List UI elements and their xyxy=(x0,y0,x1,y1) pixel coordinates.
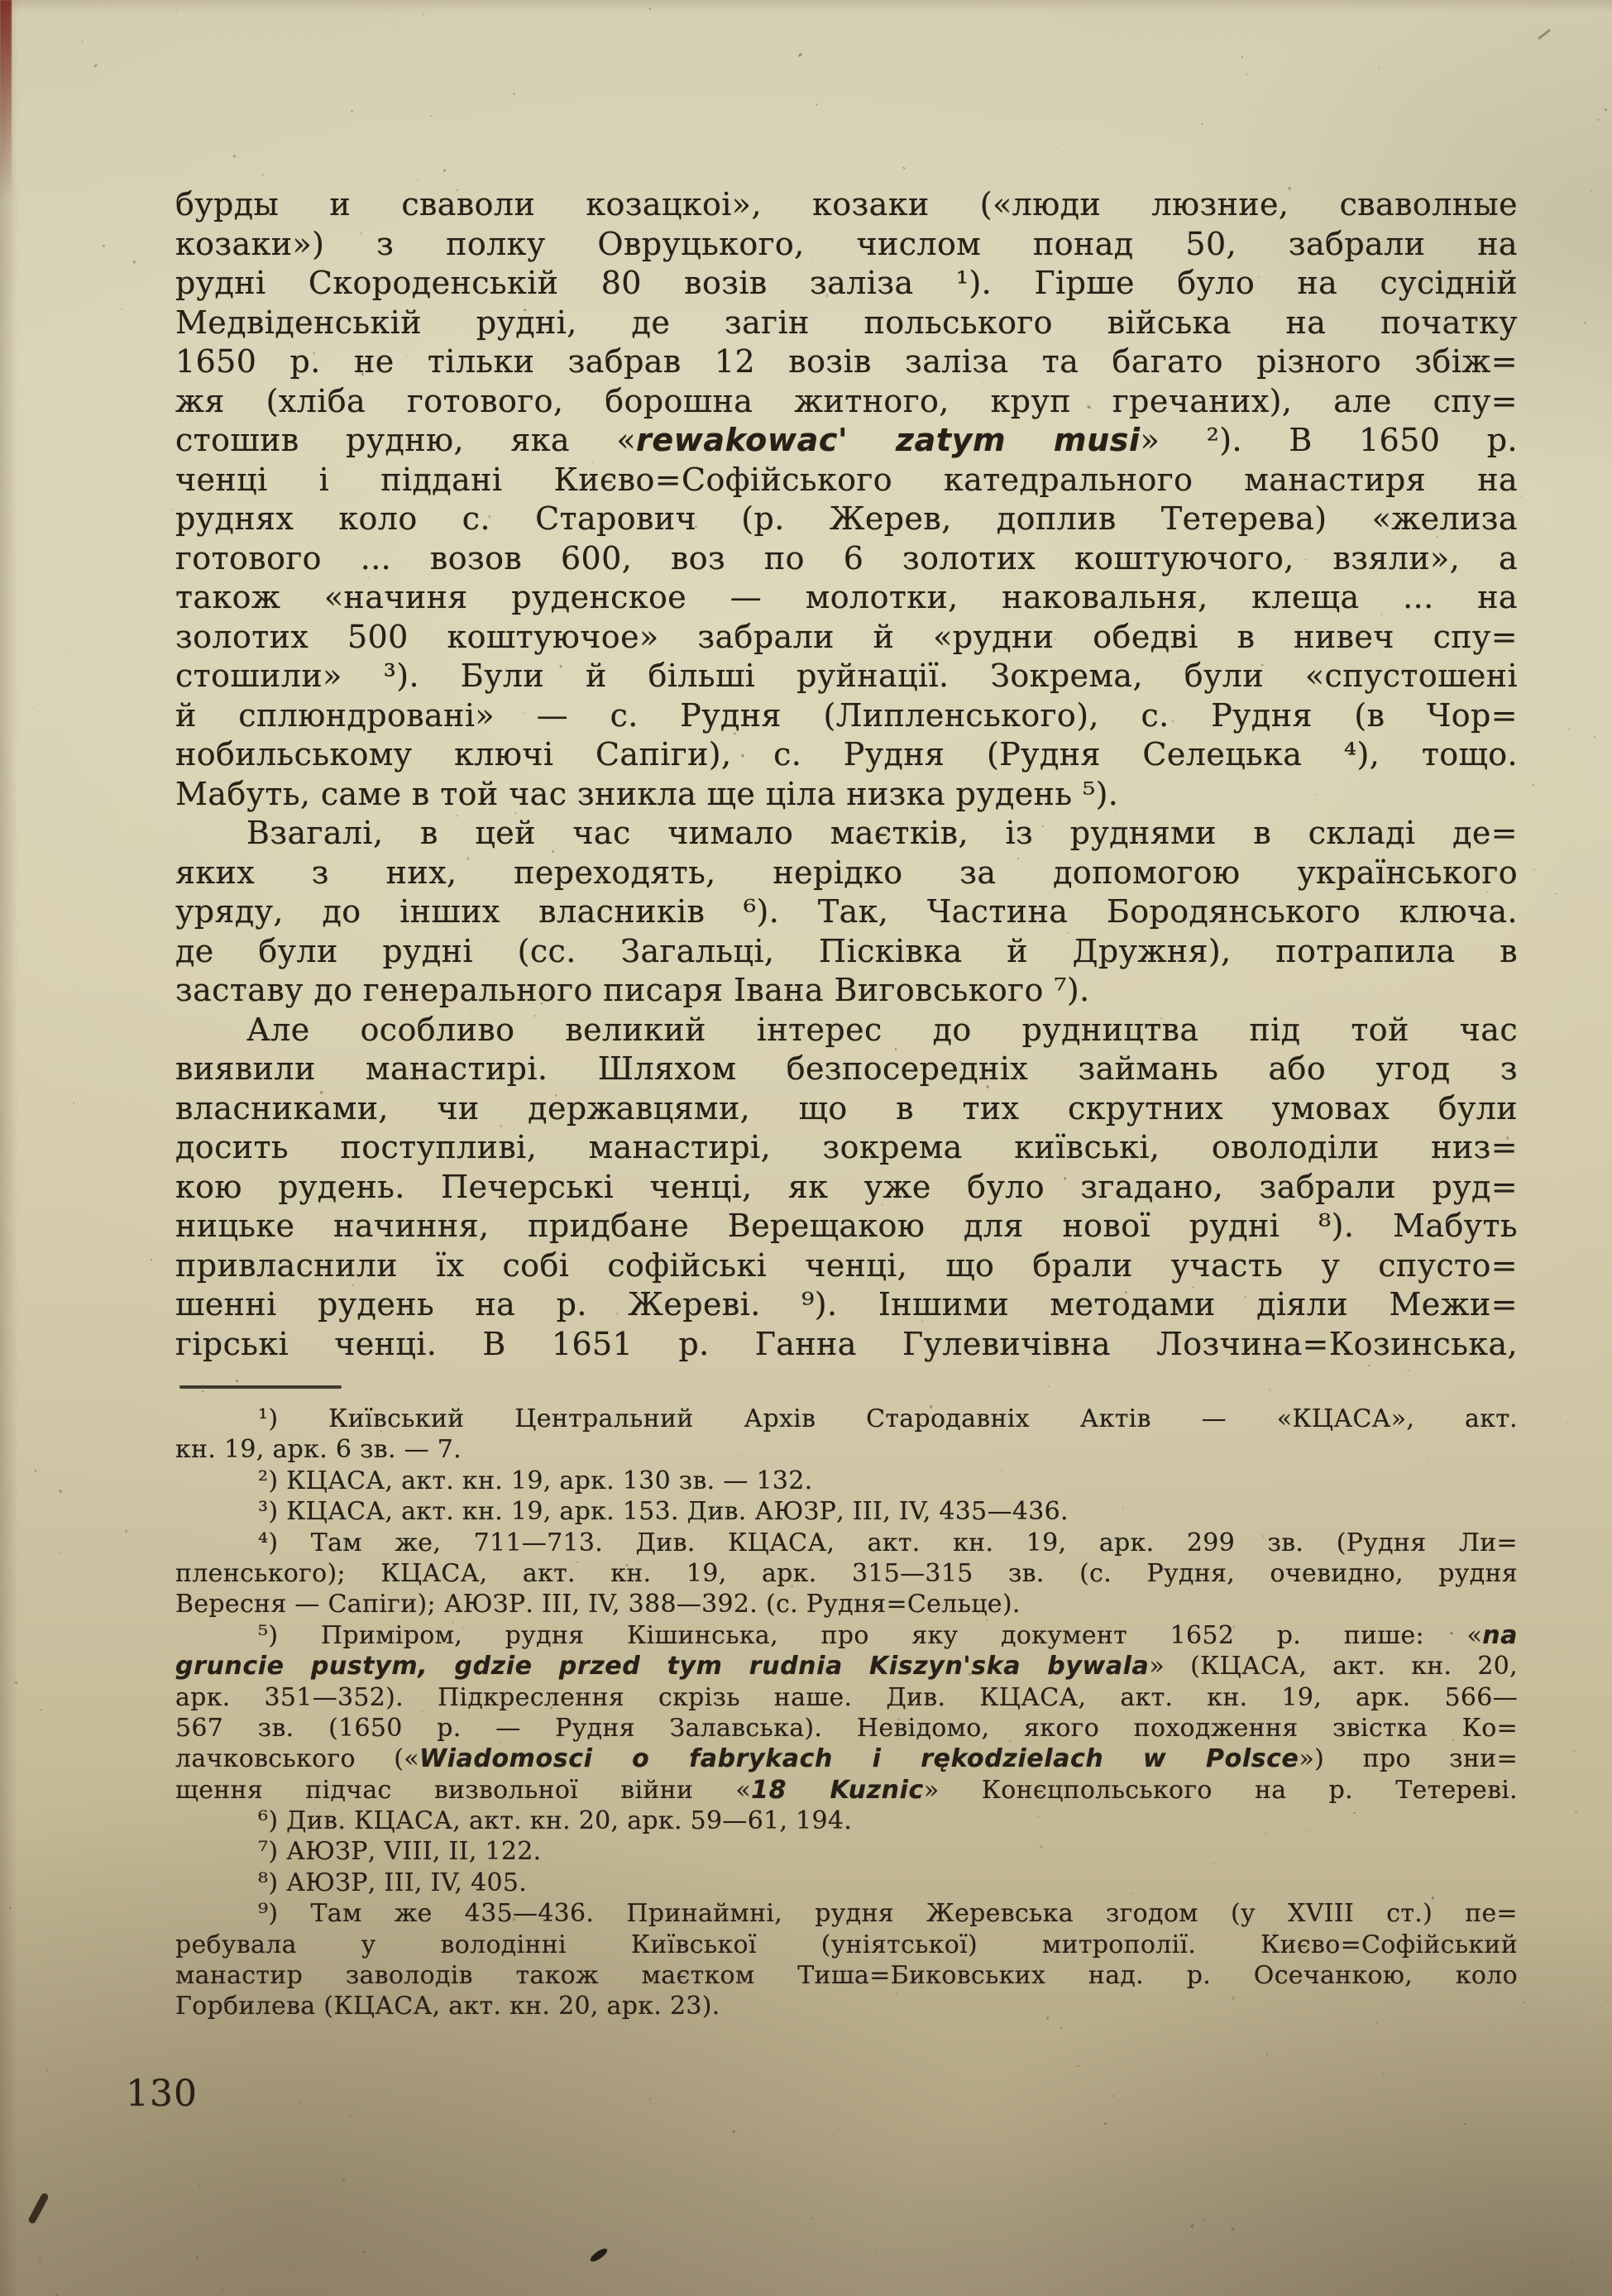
text-line xyxy=(175,1528,1518,1558)
text-run: ⁴) Там же, 711—713. Див. КЦАСА, акт. кн. 19, арк. 299 зв. (Рудня Ли= xyxy=(258,1528,1518,1557)
text-run: Взагалі, в цей час чимало маєтків, із руднями в складі де= xyxy=(246,815,1518,851)
text-run: ребувала у володінні Київської (уніятської) митрополії. Києво=Софійський xyxy=(175,1930,1518,1959)
text-line xyxy=(175,1466,1518,1496)
paragraph-1 xyxy=(175,185,1518,814)
text-line xyxy=(175,382,1518,422)
text-line xyxy=(175,1960,1518,1991)
text-run: » Конєцпольського на р. Тетереві. xyxy=(923,1775,1518,1805)
text-line xyxy=(175,1806,1518,1836)
text-line xyxy=(175,1128,1518,1168)
text-line xyxy=(175,735,1518,775)
text-line xyxy=(175,539,1518,579)
text-line xyxy=(175,814,1518,854)
text-line xyxy=(175,1434,1518,1465)
text-line xyxy=(175,1168,1518,1208)
text-run: » (КЦАСА, акт. кн. 20, xyxy=(1149,1652,1519,1681)
text-run: досить поступливі, манастирі, зокрема київські, оволоділи низ= xyxy=(175,1129,1518,1165)
text-line xyxy=(175,1589,1518,1619)
text-line xyxy=(175,500,1518,539)
text-line xyxy=(175,264,1518,304)
text-run: власниками, чи державцями, що в тих скрутних умовах були xyxy=(175,1089,1518,1126)
text-run: яких з них, переходять, нерідко за допомогою українського xyxy=(175,854,1518,891)
text-run: також «начиня руденское — молотки, наковальня, клеща ... на xyxy=(175,579,1518,615)
text-run: козаки») з полку Овруцького, числом понад 50, забрали на xyxy=(175,225,1518,262)
text-run: гірські ченці. В 1651 р. Ганна Гулевичівна Лозчина=Козинська, xyxy=(175,1325,1518,1362)
page-number: 130 xyxy=(126,2073,198,2115)
text-line xyxy=(175,1744,1518,1774)
text-run: ²) КЦАСА, акт. кн. 19, арк. 130 зв. — 132. xyxy=(258,1466,813,1495)
text-run: ⁵) Приміром, рудня Кішинська, про яку документ 1652 р. пише: « xyxy=(258,1620,1483,1650)
text-line xyxy=(175,618,1518,658)
paragraph-2 xyxy=(175,814,1518,1011)
text-run: ³) КЦАСА, акт. кн. 19, арк. 153. Див. АЮЗР, III, IV, 435—436. xyxy=(258,1497,1069,1527)
text-line xyxy=(175,854,1518,893)
latin-phrase: Wiadomosci o fabrykach i rękodzielach w Polsce xyxy=(419,1744,1299,1774)
text-line xyxy=(175,1682,1518,1713)
text-run: манастир заволодів також маєтком Тиша=Биковських над. р. Осечанкою, коло xyxy=(175,1961,1518,1991)
text-run: бурды и сваволи козацкоі», козаки («люди люзние, сваволные xyxy=(175,186,1518,222)
footnote-separator xyxy=(179,1385,342,1389)
paragraph-3 xyxy=(175,1011,1518,1365)
ink-speck xyxy=(27,2192,50,2225)
text-run: Горбилева (КЦАСА, акт. кн. 20, арк. 23). xyxy=(175,1992,720,2021)
text-line xyxy=(175,1898,1518,1929)
text-line xyxy=(175,1558,1518,1589)
text-line xyxy=(175,1285,1518,1325)
text-run: ⁷) АЮЗР, VIII, II, 122. xyxy=(258,1837,542,1867)
text-run: Але особливо великий інтерес до рудництва під той час xyxy=(246,1011,1518,1048)
text-run: уряду, до інших власників ⁶). Так, Частина Бородянського ключа. xyxy=(175,893,1518,930)
text-run: арк. 351—352). Підкреслення скрізь наше. Див. КЦАСА, акт. кн. 19, арк. 566— xyxy=(175,1682,1518,1712)
text-line xyxy=(175,1404,1518,1434)
text-line xyxy=(175,461,1518,500)
text-line xyxy=(175,932,1518,972)
latin-phrase: na xyxy=(1482,1620,1518,1650)
text-run: ницьке начиння, придбане Верещакою для нової рудні ⁸). Мабуть xyxy=(175,1208,1518,1244)
text-run: Вересня — Сапіги); АЮЗР. III, IV, 388—392. (с. Рудня=Сельце). xyxy=(175,1590,1021,1619)
latin-phrase: 18 Kuznic xyxy=(751,1775,924,1805)
text-line xyxy=(175,1651,1518,1681)
text-run: стошив рудню, яка « xyxy=(175,422,636,458)
text-run: золотих 500 коштуючое» забрали й «рудни обедві в нивеч спу= xyxy=(175,618,1518,655)
text-run: шенні рудень на р. Жереві. ⁹). Іншими методами діяли Межи= xyxy=(175,1286,1518,1323)
text-line xyxy=(175,1775,1518,1806)
text-line xyxy=(175,1991,1518,2021)
text-run: пленського); КЦАСА, акт. кн. 19, арк. 315—315 зв. (с. Рудня, очевидно, рудня xyxy=(175,1558,1518,1588)
text-run: ⁹) Там же 435—436. Принаймні, рудня Жеревська згодом (у XVIII ст.) пе= xyxy=(258,1899,1518,1929)
text-line xyxy=(175,657,1518,696)
text-line xyxy=(175,1868,1518,1898)
text-line xyxy=(175,578,1518,618)
text-line xyxy=(175,342,1518,382)
text-run: 567 зв. (1650 р. — Рудня Залавська). Невідомо, якого походження звістка Ко= xyxy=(175,1713,1518,1743)
text-line xyxy=(175,1011,1518,1050)
text-run: виявили манастирі. Шляхом безпосередніх займань або угод з xyxy=(175,1050,1518,1087)
latin-phrase: gruncie pustym, gdzie przed tym rudnia Kiszyn'ska bywala xyxy=(175,1652,1150,1681)
text-run: жя (хліба готового, борошна житного, круп гречаних), але спу= xyxy=(175,382,1518,419)
text-run: де були рудні (сс. Загальці, Пісківка й Дружня), потрапила в xyxy=(175,932,1518,969)
text-line xyxy=(175,971,1518,1011)
text-line xyxy=(175,1930,1518,1960)
text-line xyxy=(175,696,1518,736)
text-run: нобильському ключі Сапіги), с. Рудня (Рудня Селецька ⁴), тощо. xyxy=(175,736,1518,773)
text-run: готового ... возов 600, воз по 6 золотих коштуючого, взяли», а xyxy=(175,539,1518,576)
text-run: Мабуть, саме в той час зникла ще ціла низка рудень ⁵). xyxy=(175,775,1119,812)
text-run: стошили» ³). Були й більші руйнації. Зокрема, були «спустошені xyxy=(175,658,1518,694)
text-run: рудні Скороденській 80 возів заліза ¹). Гірше було на сусідній xyxy=(175,265,1518,301)
text-line xyxy=(175,1325,1518,1365)
text-run: 1650 р. не тільки забрав 12 возів заліза та багато різного збіж= xyxy=(175,343,1518,380)
text-line xyxy=(175,1207,1518,1246)
text-line xyxy=(175,1089,1518,1129)
text-line xyxy=(175,1620,1518,1651)
text-run: заставу до генерального писаря Івана Виговського ⁷). xyxy=(175,972,1090,1008)
text-run: щення підчас визвольної війни « xyxy=(175,1775,752,1805)
text-run: кою рудень. Печерські ченці, як уже було згадано, забрали руд= xyxy=(175,1168,1518,1205)
text-run: ⁸) АЮЗР, III, IV, 405. xyxy=(258,1868,528,1897)
text-line xyxy=(175,1496,1518,1527)
scan-edge-artifact xyxy=(0,0,12,199)
ink-speck xyxy=(1538,29,1551,40)
text-line xyxy=(175,1836,1518,1867)
footnotes-block xyxy=(175,1404,1518,2022)
text-run: й сплюндровані» — с. Рудня (Липленського), с. Рудня (в Чор= xyxy=(175,696,1518,734)
text-run: » ²). В 1650 р. xyxy=(1140,422,1518,458)
text-line xyxy=(175,1713,1518,1744)
text-run: ченці і піддані Києво=Софійського катедрального манастиря на xyxy=(175,461,1518,498)
text-run: Медвіденській рудні, де загін польського війська на початку xyxy=(175,304,1518,341)
text-run: ⁶) Див. КЦАСА, акт. кн. 20, арк. 59—61, 194. xyxy=(258,1806,853,1836)
text-line xyxy=(175,185,1518,225)
text-line xyxy=(175,1246,1518,1286)
text-line xyxy=(175,892,1518,932)
text-run: руднях коло с. Старович (р. Жерев, доплив Тетерева) «желиза xyxy=(175,500,1518,537)
text-line xyxy=(175,1050,1518,1089)
text-run: ¹) Київський Центральний Архів Стародавніх Актів — «КЦАСА», акт. xyxy=(258,1404,1518,1433)
main-text-block xyxy=(175,185,1518,1364)
text-line xyxy=(175,225,1518,265)
text-run: ») про зни= xyxy=(1299,1744,1519,1774)
latin-phrase: rewakowac' zatym musi xyxy=(635,422,1141,458)
text-run: лачковського (« xyxy=(175,1744,419,1774)
text-run: кн. 19, арк. 6 зв. — 7. xyxy=(175,1435,462,1465)
text-line xyxy=(175,304,1518,343)
text-run: привласнили їх собі софійські ченці, що брали участь у спусто= xyxy=(175,1246,1518,1284)
ink-speck xyxy=(589,2246,610,2264)
text-line xyxy=(175,421,1518,461)
text-line xyxy=(175,775,1518,815)
